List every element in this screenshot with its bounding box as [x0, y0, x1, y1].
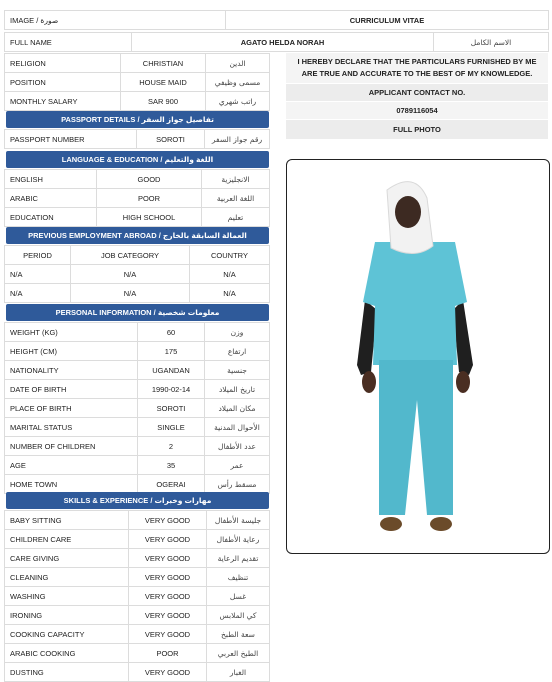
skill-ar: جليسة الأطفال	[207, 511, 270, 530]
skill-label: ARABIC COOKING	[5, 644, 129, 663]
personal-row	[5, 323, 270, 342]
passport-ar: رقم جواز السفر	[205, 130, 270, 149]
skill-ar: الطبخ العربي	[207, 644, 270, 663]
skill-ar: كي الملابس	[207, 606, 270, 625]
basic-label: POSITION	[5, 73, 121, 92]
personal-value: 1990-02-14	[138, 380, 205, 399]
basic-table	[4, 53, 270, 111]
personal-label: DATE OF BIRTH	[5, 380, 138, 399]
personal-label: HOME TOWN	[5, 475, 138, 494]
basic-ar: راتب شهري	[206, 92, 270, 111]
skill-ar: رعاية الأطفال	[207, 530, 270, 549]
skill-label: IRONING	[5, 606, 129, 625]
passport-header: PASSPORT DETAILS / تفاصيل جواز السفر	[6, 111, 269, 128]
contact-label: APPLICANT CONTACT NO.	[286, 84, 548, 101]
basic-row	[5, 92, 270, 111]
language-value: POOR	[97, 189, 202, 208]
column-period: PERIOD	[5, 246, 71, 265]
full-photo	[286, 159, 550, 554]
personal-row	[5, 475, 270, 494]
skill-ar: غسل	[207, 587, 270, 606]
employment-table	[4, 245, 270, 303]
personal-value: 175	[138, 342, 205, 361]
personal-row	[5, 437, 270, 456]
skill-row	[5, 549, 270, 568]
skill-ar: تقديم الرعاية	[207, 549, 270, 568]
language-row	[5, 189, 270, 208]
employment-job: N/A	[71, 265, 190, 284]
skill-ar: الغبار	[207, 663, 270, 682]
personal-row	[5, 399, 270, 418]
personal-value: SOROTI	[138, 399, 205, 418]
personal-row	[5, 342, 270, 361]
skill-label: BABY SITTING	[5, 511, 129, 530]
full-photo-label: FULL PHOTO	[286, 120, 548, 139]
personal-row	[5, 418, 270, 437]
skill-row	[5, 511, 270, 530]
personal-label: MARITAL STATUS	[5, 418, 138, 437]
personal-table	[4, 322, 270, 494]
skill-value: POOR	[129, 644, 207, 663]
personal-ar: الأحوال المدنية	[205, 418, 270, 437]
full-name-label: FULL NAME	[5, 33, 132, 52]
basic-row	[5, 54, 270, 73]
language-label: ENGLISH	[5, 170, 97, 189]
skills-header: SKILLS & EXPERIENCE / مهارات وخبرات	[6, 492, 269, 509]
skill-value: VERY GOOD	[129, 587, 207, 606]
employment-job: N/A	[71, 284, 190, 303]
personal-value: OGERAI	[138, 475, 205, 494]
language-row	[5, 170, 270, 189]
full-name-value: AGATO HELDA NORAH	[132, 33, 434, 52]
personal-value: 2	[138, 437, 205, 456]
employment-country: N/A	[190, 284, 270, 303]
full-name-table	[4, 32, 549, 52]
skill-row	[5, 568, 270, 587]
skill-label: WASHING	[5, 587, 129, 606]
language-header: LANGUAGE & EDUCATION / اللغة والتعليم	[6, 151, 269, 168]
personal-value: 35	[138, 456, 205, 475]
language-label: ARABIC	[5, 189, 97, 208]
basic-row	[5, 73, 270, 92]
employment-columns	[5, 246, 270, 265]
basic-label: MONTHLY SALARY	[5, 92, 121, 111]
skill-row	[5, 606, 270, 625]
employment-period: N/A	[5, 265, 71, 284]
personal-label: AGE	[5, 456, 138, 475]
personal-label: NATIONALITY	[5, 361, 138, 380]
personal-ar: مسقط رأس	[205, 475, 270, 494]
skill-value: VERY GOOD	[129, 549, 207, 568]
personal-header: PERSONAL INFORMATION / معلومات شخصية	[6, 304, 269, 321]
personal-ar: وزن	[205, 323, 270, 342]
column-job-category: JOB CATEGORY	[71, 246, 190, 265]
skill-row	[5, 587, 270, 606]
language-label: EDUCATION	[5, 208, 97, 227]
language-value: GOOD	[97, 170, 202, 189]
personal-label: PLACE OF BIRTH	[5, 399, 138, 418]
skills-table	[4, 510, 270, 682]
basic-value: HOUSE MAID	[121, 73, 206, 92]
personal-ar: تاريخ الميلاد	[205, 380, 270, 399]
personal-row	[5, 380, 270, 399]
skill-value: VERY GOOD	[129, 625, 207, 644]
personal-label: WEIGHT (KG)	[5, 323, 138, 342]
skill-ar: تنظيف	[207, 568, 270, 587]
personal-label: HEIGHT (CM)	[5, 342, 138, 361]
skill-label: CHILDREN CARE	[5, 530, 129, 549]
personal-ar: جنسية	[205, 361, 270, 380]
passport-value: SOROTI	[137, 130, 205, 149]
personal-ar: مكان الميلاد	[205, 399, 270, 418]
skill-ar: سعة الطبخ	[207, 625, 270, 644]
personal-row	[5, 456, 270, 475]
basic-ar: مسمى وظيفي	[206, 73, 270, 92]
skill-value: VERY GOOD	[129, 530, 207, 549]
skill-value: VERY GOOD	[129, 568, 207, 587]
language-ar: الانجليزية	[202, 170, 270, 189]
passport-label: PASSPORT NUMBER	[5, 130, 137, 149]
skill-label: DUSTING	[5, 663, 129, 682]
language-ar: تعليم	[202, 208, 270, 227]
skill-label: CARE GIVING	[5, 549, 129, 568]
cv-title: CURRICULUM VITAE	[226, 11, 549, 30]
language-ar: اللغة العربية	[202, 189, 270, 208]
language-table	[4, 169, 270, 227]
passport-table	[4, 129, 270, 149]
employment-header: PREVIOUS EMPLOYMENT ABROAD / العمالة السابقة بالخارج	[6, 227, 269, 244]
full-name-ar: الاسم الكامل	[434, 33, 549, 52]
language-row	[5, 208, 270, 227]
personal-value: 60	[138, 323, 205, 342]
personal-value: UGANDAN	[138, 361, 205, 380]
personal-ar: عمر	[205, 456, 270, 475]
employment-country: N/A	[190, 265, 270, 284]
skill-row	[5, 644, 270, 663]
employment-row	[5, 265, 270, 284]
skill-label: CLEANING	[5, 568, 129, 587]
basic-value: CHRISTIAN	[121, 54, 206, 73]
skill-row	[5, 663, 270, 682]
column-country: COUNTRY	[190, 246, 270, 265]
declaration-text: I HEREBY DECLARE THAT THE PARTICULARS FURNISHED BY ME ARE TRUE AND ACCURATE TO THE BEST OF MY KNOWLEDGE.	[286, 53, 548, 83]
language-value: HIGH SCHOOL	[97, 208, 202, 227]
employment-period: N/A	[5, 284, 71, 303]
skill-row	[5, 625, 270, 644]
top-table	[4, 10, 549, 30]
basic-label: RELIGION	[5, 54, 121, 73]
contact-value: 0789116054	[286, 102, 548, 119]
skill-value: VERY GOOD	[129, 663, 207, 682]
skill-row	[5, 530, 270, 549]
image-label: IMAGE / صورة	[5, 11, 226, 30]
basic-ar: الدين	[206, 54, 270, 73]
skill-label: COOKING CAPACITY	[5, 625, 129, 644]
personal-row	[5, 361, 270, 380]
person-illustration	[287, 160, 549, 553]
skill-value: VERY GOOD	[129, 511, 207, 530]
personal-label: NUMBER OF CHILDREN	[5, 437, 138, 456]
personal-ar: ارتفاع	[205, 342, 270, 361]
personal-ar: عدد الأطفال	[205, 437, 270, 456]
skill-value: VERY GOOD	[129, 606, 207, 625]
personal-value: SINGLE	[138, 418, 205, 437]
basic-value: SAR 900	[121, 92, 206, 111]
employment-row	[5, 284, 270, 303]
